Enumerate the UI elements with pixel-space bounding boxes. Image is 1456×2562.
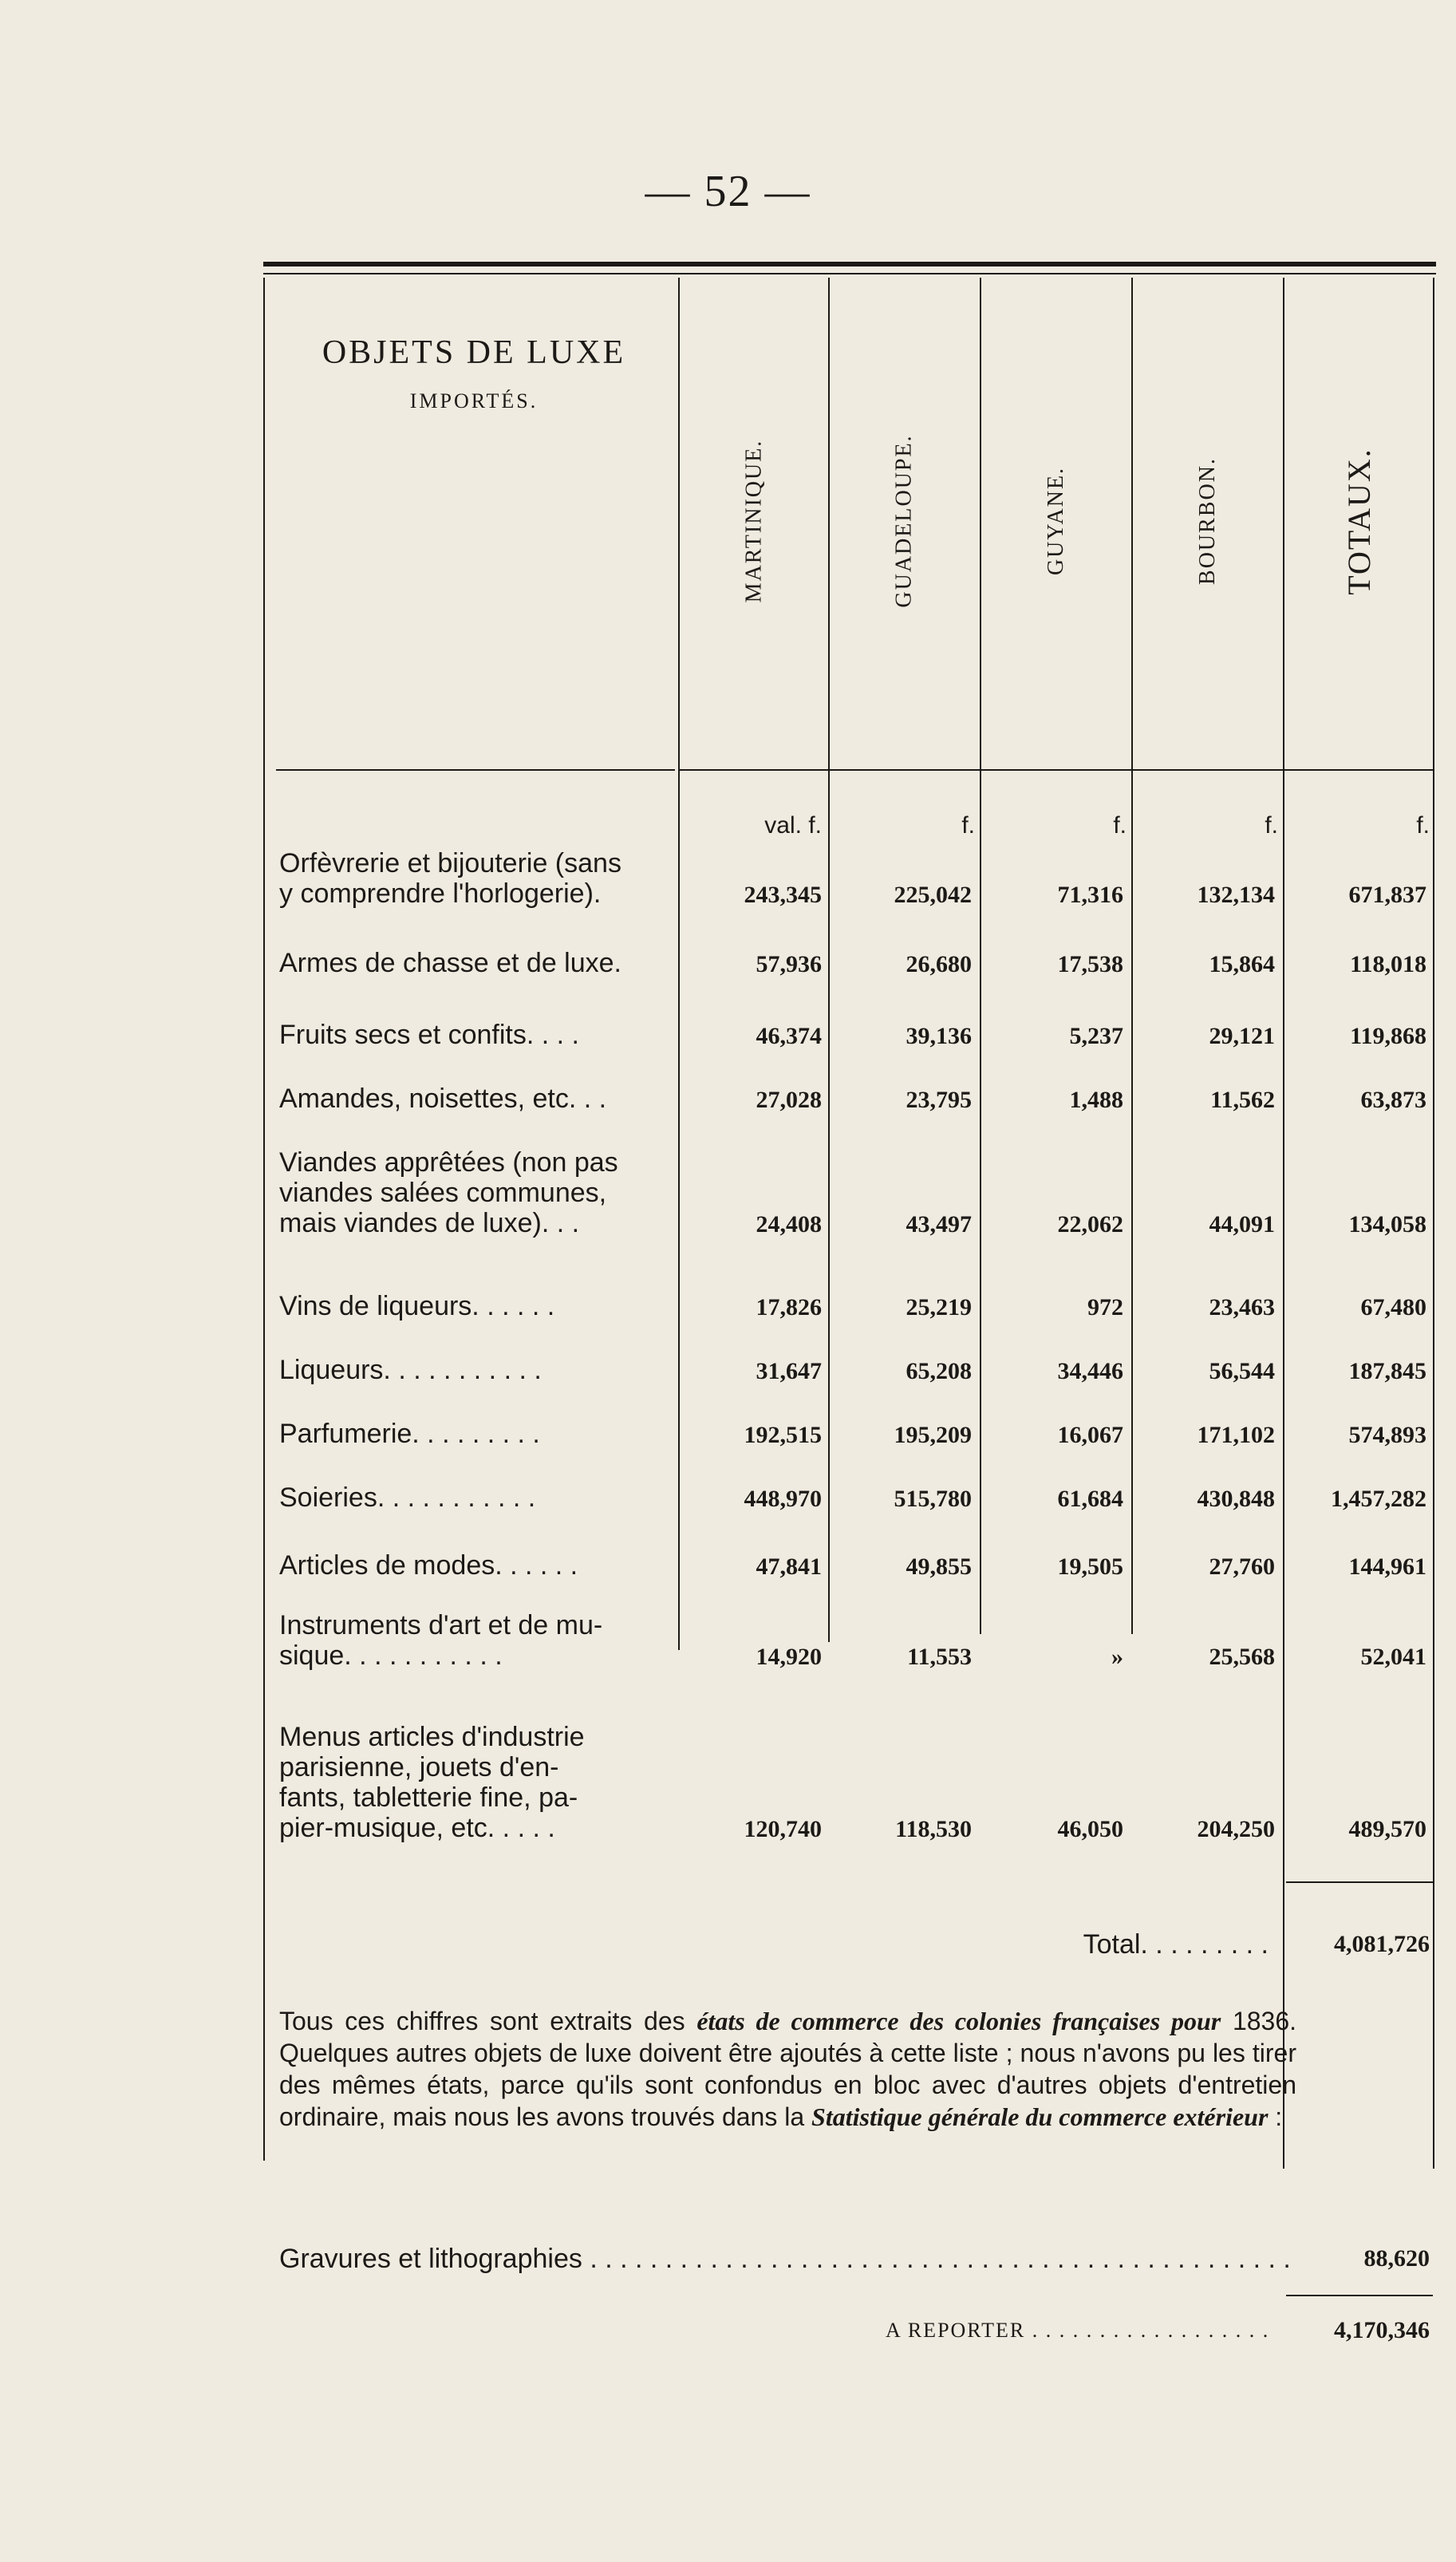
- row-value: 46,374: [756, 1023, 822, 1049]
- source-note: Tous ces chiffres sont extraits des états de commerce des colonies françaises pour 1836. Quelques autres objets de luxe doivent être ajoutés à cette liste ; nous n'avons pu les tirer des mêmes états, parce qu'ils sont confondus en bloc avec d'autres objets d'entretien ordinaire, mais nous les avons trouvés dans la Statistique générale du commerce extérieur :: [279, 2007, 1297, 2131]
- row-value: 61,684: [1057, 1486, 1123, 1512]
- row-value: 187,845: [1348, 1358, 1426, 1384]
- row-label-line: Instruments d'art et de mu-: [279, 1610, 603, 1640]
- row-label-line: Fruits secs et confits. . . .: [279, 1020, 579, 1050]
- row-value: 56,544: [1209, 1358, 1275, 1384]
- row-value: 71,316: [1057, 882, 1123, 908]
- row-label: [279, 1550, 678, 1581]
- row-label: [279, 1722, 678, 1843]
- row-label-line: Parfumerie. . . . . . . . .: [279, 1419, 540, 1449]
- row-value: 1,457,282: [1331, 1486, 1426, 1512]
- row-label-line: mais viandes de luxe). . .: [279, 1208, 580, 1238]
- row-value: 67,480: [1360, 1294, 1426, 1320]
- gravures-label: Gravures et lithographies . . .: [279, 2244, 1292, 2275]
- row-label-line: Soieries. . . . . . . . . . .: [279, 1482, 536, 1513]
- row-value: 49,855: [906, 1553, 972, 1580]
- total-value: 4,081,726: [1334, 1931, 1430, 1957]
- row-label-line: sique. . . . . . . . . . .: [279, 1640, 503, 1671]
- row-value: 43,497: [906, 1211, 972, 1238]
- col-head-totaux: TOTAUX.: [1340, 447, 1377, 595]
- row-label-line: viandes salées communes,: [279, 1178, 607, 1208]
- luxury-imports-table: [263, 262, 1436, 2343]
- row-label-line: y comprendre l'horlogerie).: [279, 878, 602, 909]
- row-value: 134,058: [1348, 1211, 1426, 1238]
- row-value: 17,538: [1057, 951, 1123, 977]
- row-value: 23,463: [1209, 1294, 1275, 1320]
- row-value: 47,841: [756, 1553, 822, 1580]
- row-label: [279, 948, 678, 978]
- row-label-line: Orfèvrerie et bijouterie (sans: [279, 848, 621, 878]
- header-rule: [276, 769, 675, 771]
- col-head-guyane: GUYANE.: [1043, 466, 1068, 576]
- row-value: 27,028: [756, 1087, 822, 1113]
- row-value: 171,102: [1197, 1422, 1275, 1448]
- row-value: 118,530: [895, 1816, 972, 1842]
- row-value: 430,848: [1197, 1486, 1275, 1512]
- row-label-line: Vins de liqueurs. . . . . .: [279, 1291, 555, 1321]
- row-value: 132,134: [1197, 882, 1275, 908]
- row-value: 515,780: [894, 1486, 972, 1512]
- row-value: 204,250: [1197, 1816, 1275, 1842]
- report-rule: [1286, 2295, 1433, 2296]
- row-label: [279, 848, 678, 909]
- row-label-line: Articles de modes. . . . . .: [279, 1550, 578, 1581]
- unit-label: f.: [1416, 812, 1430, 839]
- row-value: 671,837: [1348, 882, 1426, 908]
- row-value: 52,041: [1360, 1644, 1426, 1670]
- row-label: [279, 1482, 678, 1513]
- row-label: [279, 1291, 678, 1321]
- row-label-line: fants, tabletterie fine, pa-: [279, 1782, 578, 1813]
- header-rule: [678, 769, 1433, 771]
- row-value: 63,873: [1360, 1087, 1426, 1113]
- row-value: 14,920: [756, 1644, 822, 1670]
- unit-label: val. f.: [764, 812, 822, 839]
- col-head-bourbon: BOURBON.: [1194, 457, 1220, 585]
- row-label-line: parisienne, jouets d'en-: [279, 1752, 559, 1782]
- row-value: 119,868: [1350, 1023, 1426, 1049]
- unit-label: f.: [1113, 812, 1127, 839]
- row-value: 57,936: [756, 951, 822, 977]
- row-value: 44,091: [1209, 1211, 1275, 1238]
- row-value: 448,970: [744, 1486, 822, 1512]
- row-value: 195,209: [894, 1422, 972, 1448]
- report-value: 4,170,346: [1334, 2317, 1430, 2343]
- row-value: 25,568: [1209, 1644, 1275, 1670]
- row-label: [279, 1020, 678, 1050]
- unit-label: f.: [1265, 812, 1278, 839]
- row-label-line: Amandes, noisettes, etc. . .: [279, 1084, 607, 1114]
- row-label: [279, 1610, 678, 1671]
- row-value: 29,121: [1209, 1023, 1275, 1049]
- row-label: [279, 1147, 678, 1238]
- table-right-border: [1433, 278, 1434, 2169]
- row-label-line: pier-musique, etc. . . . .: [279, 1813, 555, 1843]
- row-value: 972: [1087, 1294, 1123, 1320]
- table-left-border: [263, 278, 265, 2161]
- header-title: OBJETS DE LUXE: [322, 334, 626, 371]
- row-value: 144,961: [1348, 1553, 1426, 1580]
- col-head-martinique: MARTINIQUE.: [741, 439, 767, 603]
- row-label-line: Liqueurs. . . . . . . . . . .: [279, 1355, 542, 1385]
- row-value: 26,680: [906, 951, 972, 977]
- row-label-line: Armes de chasse et de luxe.: [279, 948, 622, 978]
- row-value: 11,562: [1210, 1087, 1275, 1113]
- row-value: 23,795: [906, 1087, 972, 1113]
- row-value: »: [1111, 1644, 1123, 1670]
- header-title-block: [274, 334, 673, 413]
- col-head-guadeloupe: GUADELOUPE.: [892, 434, 917, 608]
- row-label-line: Viandes apprêtées (non pas: [279, 1147, 618, 1178]
- row-label: [279, 1355, 678, 1385]
- row-value: 46,050: [1057, 1816, 1123, 1842]
- row-value: 39,136: [906, 1023, 972, 1049]
- unit-label: f.: [961, 812, 975, 839]
- row-value: 574,893: [1348, 1422, 1426, 1448]
- table-top-rule-thin: [263, 273, 1436, 274]
- row-value: 243,345: [744, 882, 822, 908]
- row-value: 120,740: [744, 1816, 822, 1842]
- total-label: Total. . . . . . . . .: [1083, 1929, 1269, 1960]
- row-value: 19,505: [1057, 1553, 1123, 1580]
- header-subtitle: IMPORTÉS.: [409, 389, 539, 413]
- row-value: 16,067: [1057, 1422, 1123, 1448]
- row-value: 22,062: [1057, 1211, 1123, 1238]
- page-number: — 52 —: [645, 167, 811, 216]
- row-value: 225,042: [894, 882, 972, 908]
- table-top-rule: [263, 262, 1436, 266]
- total-rule: [1286, 1881, 1433, 1883]
- row-value: 118,018: [1350, 951, 1426, 977]
- row-value: 24,408: [756, 1211, 822, 1238]
- report-label: A REPORTER . . .: [886, 2319, 1300, 2343]
- row-value: 17,826: [756, 1294, 822, 1320]
- row-label: [279, 1419, 678, 1449]
- gravures-value: 88,620: [1363, 2245, 1430, 2272]
- row-value: 192,515: [744, 1422, 822, 1448]
- row-value: 5,237: [1069, 1023, 1123, 1049]
- row-value: 31,647: [756, 1358, 822, 1384]
- row-label-line: Menus articles d'industrie: [279, 1722, 585, 1752]
- row-value: 15,864: [1209, 951, 1275, 977]
- row-value: 34,446: [1057, 1358, 1123, 1384]
- row-value: 1,488: [1069, 1087, 1123, 1113]
- row-value: 65,208: [906, 1358, 972, 1384]
- row-value: 489,570: [1348, 1816, 1426, 1842]
- row-value: 11,553: [907, 1644, 972, 1670]
- row-value: 25,219: [906, 1294, 972, 1320]
- row-value: 27,760: [1209, 1553, 1275, 1580]
- row-label: [279, 1084, 678, 1114]
